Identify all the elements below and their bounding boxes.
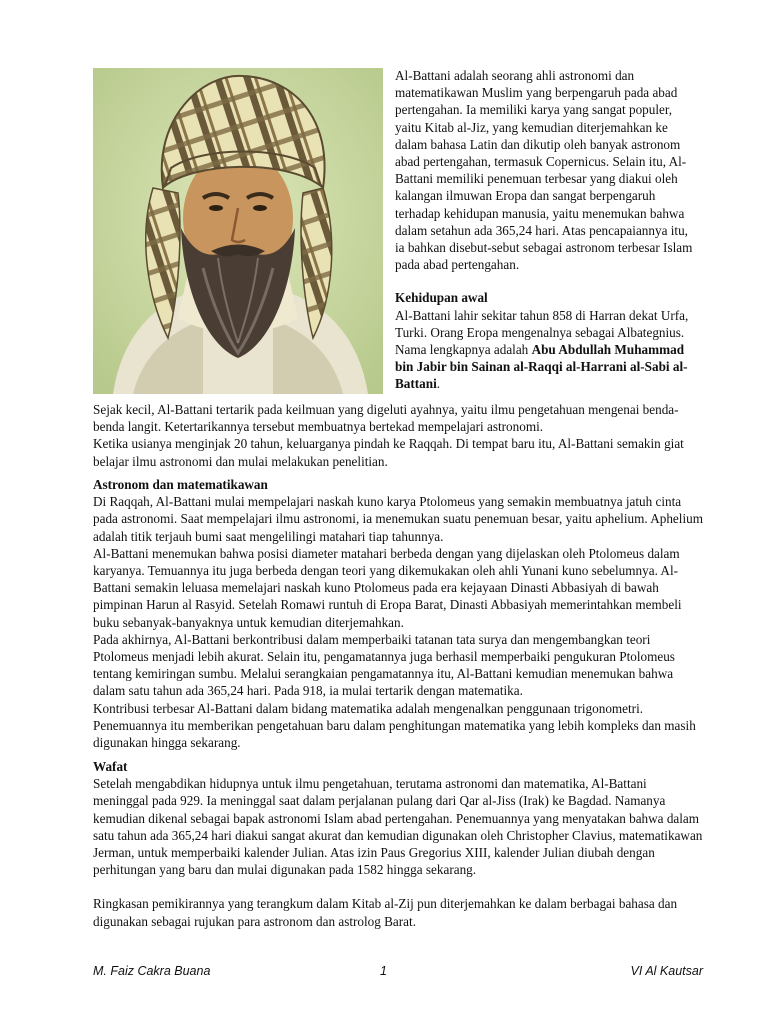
death-paragraph-2: Ringkasan pemikirannya yang terangkum dalam Kitab al-Zij pun diterjemahkan ke dalam berbagai bahasa dan digunakan sebagai rujukan para astronom dan astrolog Barat. bbox=[93, 896, 678, 929]
early-life-paragraph-2: Sejak kecil, Al-Battani tertarik pada keilmuan yang digeluti ayahnya, yaitu ilmu pengetahuan mengenai benda-benda langit. Ketertarikannya tersebut membuatnya bertekad mempelajari astronomi. bbox=[93, 402, 679, 435]
astronomy-section bbox=[93, 476, 703, 751]
death-section bbox=[93, 758, 703, 930]
early-life-heading: Kehidupan awal bbox=[395, 290, 488, 306]
astronomy-heading: Astronom dan matematikawan bbox=[93, 477, 268, 492]
intro-paragraph: Al-Battani adalah seorang ahli astronomi dan matematikawan Muslim yang berpengaruh pada abad pertengahan. Ia memiliki karya yang sangat populer, yaitu Kitab al-Jiz, yang kemudian diterjemahkan ke dalam bahasa Latin dan dikutip oleh banyak astronom abad pertengahan, termasuk Copernicus. Selain itu, Al-Battani memiliki penemuan terbesar yang diakui oleh kalangan ilmuwan Eropa dan sangat berpengaruh terhadap kehidupan manusia, yaitu menemukan bahwa dalam setahun ada 365,24 hari. Atas pencapaiannya itu, ia bahkan disebut-sebut sebagai astronom terbesar Islam pada abad pertengahan. bbox=[395, 68, 693, 273]
early-life-paragraph-3: Ketika usianya menginjak 20 tahun, keluarganya pindah ke Raqqah. Di tempat baru itu, Al-Battani semakin giat belajar ilmu astronomi dan mulai melakukan penelitian. bbox=[93, 436, 684, 469]
early-life-text: Al-Battani lahir sekitar tahun 858 di Harran dekat Urfa, Turki. Orang Eropa mengenalnya sebagai Albategnius. Nama lengkapnya adalah bbox=[395, 307, 689, 358]
page-number: 1 bbox=[380, 964, 387, 978]
astronomy-paragraph-3: Pada akhirnya, Al-Battani berkontribusi dalam memperbaiki tatanan tata surya dan mengembangkan teori Ptolomeus menjadi lebih akurat. Selain itu, pengamatannya juga berhasil memperbaiki pengukuran Ptolomeus tentang kemiringan sumbu. Melalui serangkaian pengamatannya itu, Al-Battani kemudian menemukan bahwa dalam satu tahun ada 365,24 hari. Pada 918, ia mulai tertarik dengan matematika. bbox=[93, 631, 675, 699]
astronomy-paragraph-1: Di Raqqah, Al-Battani mulai mempelajari naskah kuno karya Ptolomeus yang semakin membuatnya jatuh cinta pada astronomi. Saat mempelajari ilmu astronomi, ia menemukan suatu penemuan besar, yaitu aphelium. Aphelium adalah titik terjauh bumi saat mengelilingi matahari tiap tahunnya. bbox=[93, 494, 703, 544]
portrait-image bbox=[93, 68, 383, 394]
astronomy-paragraph-4: Kontribusi terbesar Al-Battani dalam bidang matematika adalah mengenalkan penggunaan trigonometri. Penemuannya itu memberikan pengetahuan baru dalam penghitungan matematika yang lebih kompleks dan masih digunakan hingga sekarang. bbox=[93, 700, 696, 751]
footer-author: M. Faiz Cakra Buana bbox=[93, 964, 211, 978]
early-life-paragraph bbox=[395, 307, 700, 393]
early-life-continued bbox=[93, 401, 703, 470]
death-paragraph-1: Setelah mengabdikan hidupnya untuk ilmu pengetahuan, terutama astronomi dan matematika, Al-Battani meninggal pada 929. Ia meninggal saat dalam perjalanan pulang dari Qar al-Jiss (Irak) ke Bagdad. Namanya kemudian dikenal sebagai bapak astronomi Islam abad pertengahan. Penemuannya yang menyatakan bahwa dalam satu tahun ada 365,24 hari diakui sangat akurat dan kemudian digunakan oleh Christopher Clavius, matematikawan Jerman, untuk memperbaiki kalender Julian. Atas izin Paus Gregorius XIII, kalender Julian diubah dengan perhitungan yang baru dan mulai digunakan pada 1582 hingga sekarang. bbox=[93, 776, 703, 878]
intro-column bbox=[395, 67, 700, 393]
full-name: Abu Abdullah Muhammad bin Jabir bin Sainan al-Raqqi al-Harrani al-Sabi al-Battani bbox=[395, 342, 688, 392]
footer-class: VI Al Kautsar bbox=[630, 964, 703, 978]
early-life-text-end: . bbox=[436, 376, 441, 392]
page-footer bbox=[93, 964, 703, 982]
death-heading: Wafat bbox=[93, 759, 128, 774]
astronomy-paragraph-2: Al-Battani menemukan bahwa posisi diameter matahari berbeda dengan yang dijelaskan oleh Ptolomeus dalam karyanya. Temuannya itu juga berbeda dengan teori yang dikemukakan oleh ahli Yunani kuno sebelumnya. Al-Battani semakin leluasa memelajari naskah kuno Ptolomeus pada era kejayaan Dinasti Abbasiyah di bawah pimpinan Harun al Rasyid. Setelah Romawi runtuh di Eropa Barat, Dinasti Abbasiyah memerintahkan membeli buku sebanyak-banyaknya untuk kemudian diterjemahkan. bbox=[93, 545, 682, 630]
